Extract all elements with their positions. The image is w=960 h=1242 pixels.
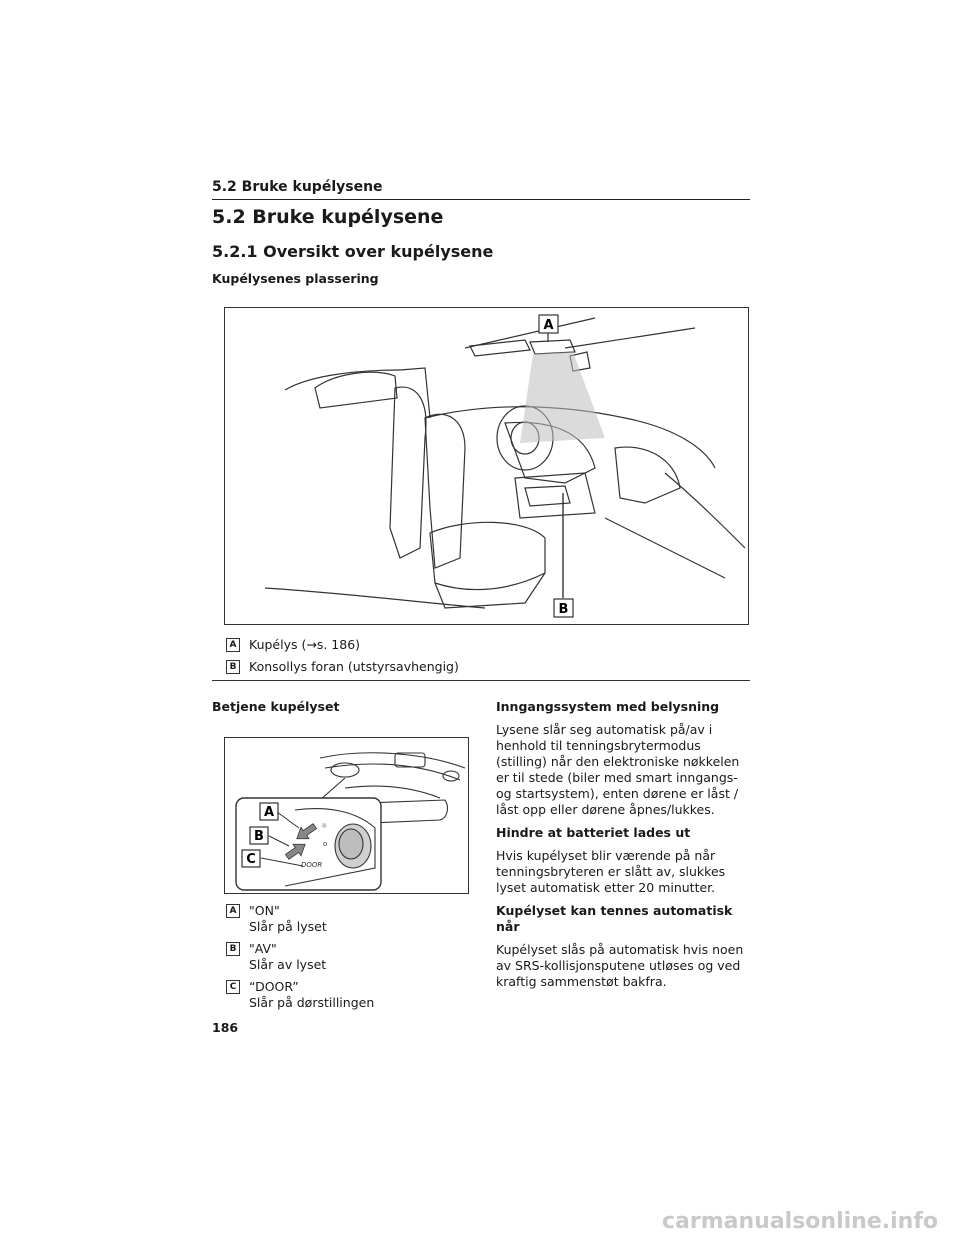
light-icon: ☼ <box>321 822 328 830</box>
watermark: carmanualsonline.info <box>662 1209 938 1234</box>
callout-a: A <box>263 805 275 820</box>
light-switch-figure <box>224 737 469 894</box>
entry-text: Lysene slår seg automatisk på/av i henhold til tenningsbrytermodus (stilling) når den elektroniske nøkkelen er til stede (biler med smart inngangs- og startsystem), enten dørene er låst / låst opp eller dørene åpnes/lukkes. <box>496 722 740 817</box>
auto-text: Kupélyset slås på automatisk hvis noen av SRS-kollisjonsputene utløses og ved kraftig sammenstøt bakfra. <box>496 942 744 989</box>
legend-value: “DOOR” <box>249 979 299 994</box>
legend-item <box>226 941 466 973</box>
door-label: DOOR <box>301 861 323 869</box>
page-number: 186 <box>212 1020 239 1035</box>
legend-item <box>226 637 746 653</box>
figure2-legend <box>226 903 466 1017</box>
auto-heading: Kupélyset kan tennes automatisk når <box>496 903 733 934</box>
right-column <box>496 699 752 997</box>
car-interior-illustration <box>225 308 748 624</box>
legend-value: "AV" <box>249 941 277 956</box>
legend-key: C <box>226 980 240 994</box>
legend-item <box>226 903 466 935</box>
entry-heading: Inngangssystem med belysning <box>496 699 720 714</box>
off-icon: o <box>323 840 328 848</box>
running-head: 5.2 Bruke kupélysene <box>212 179 383 195</box>
figure1-legend <box>226 637 746 681</box>
legend-key: A <box>226 638 240 652</box>
callout-b: B <box>558 602 569 617</box>
section-rule <box>212 680 750 681</box>
header-rule <box>212 199 750 200</box>
battery-text: Hvis kupélyset blir værende på når tenningsbryteren er slått av, slukkes lyset automatisk etter 20 minutter. <box>496 848 726 895</box>
legend-text: Kupélys (→s. 186) <box>249 637 361 652</box>
battery-heading: Hindre at batteriet lades ut <box>496 825 691 840</box>
legend-item <box>226 979 466 1011</box>
legend-text: Slår av lyset <box>249 957 327 972</box>
callout-a: A <box>543 318 554 333</box>
interior-lights-figure <box>224 307 749 625</box>
legend-key: B <box>226 660 240 674</box>
callout-c: C <box>246 852 256 867</box>
legend-text: Slår på lyset <box>249 919 327 934</box>
legend-text: Konsollys foran (utstyrsavhengig) <box>249 659 459 674</box>
light-beam <box>520 352 605 443</box>
callout-b: B <box>254 829 264 844</box>
figure2-heading: Betjene kupélyset <box>212 699 340 714</box>
legend-value: "ON" <box>249 903 280 918</box>
subsection-title: 5.2.1 Oversikt over kupélysene <box>212 242 494 261</box>
figure1-heading: Kupélysenes plassering <box>212 271 379 286</box>
legend-text: Slår på dørstillingen <box>249 995 375 1010</box>
section-title: 5.2 Bruke kupélysene <box>212 206 444 228</box>
switch-illustration <box>225 738 468 893</box>
legend-item <box>226 659 746 675</box>
legend-key: A <box>226 904 240 918</box>
legend-key: B <box>226 942 240 956</box>
